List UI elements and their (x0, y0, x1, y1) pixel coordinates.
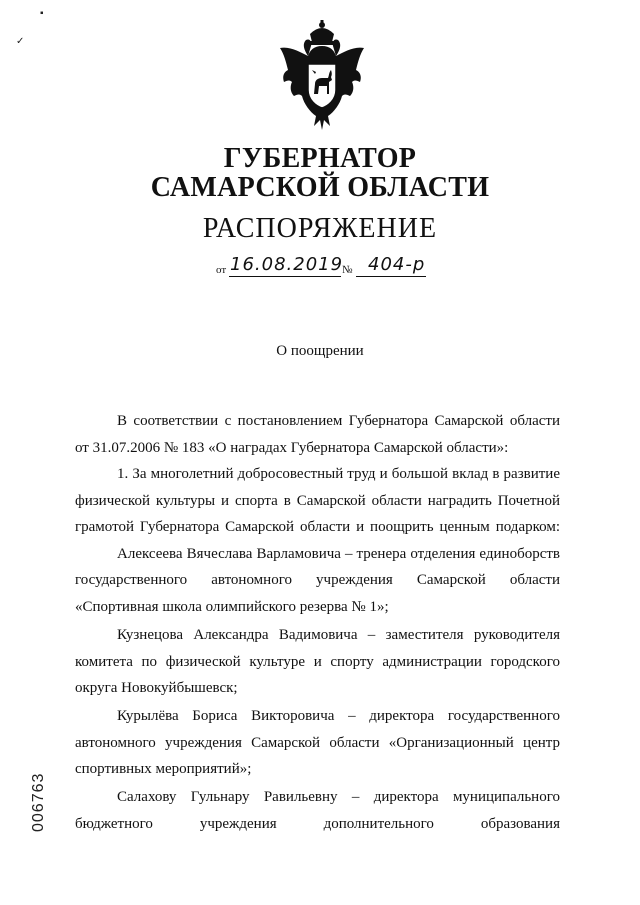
issuer-title: ГУБЕРНАТОР (223, 143, 417, 174)
serial-number: 006763 (30, 772, 47, 832)
body-line: Курылёва Бориса Викторовича – директора государственного (117, 708, 560, 724)
number-underline (356, 276, 426, 277)
body-line: В соответствии с постановлением Губернатора Самарской области (117, 413, 560, 429)
body-line: Кузнецова Александра Вадимовича – заместителя руководителя (117, 627, 560, 643)
body-line: государственного автономного учреждения Самарской области (75, 572, 560, 588)
document-subject: О поощрении (276, 343, 364, 359)
body-line: 1. За многолетний добросовестный труд и большой вклад в развитие (117, 466, 560, 482)
body-line: физической культуры и спорта в Самарской области наградить Почетной (75, 492, 560, 509)
document-number: 404-р (368, 254, 426, 275)
body-line: «Спортивная школа олимпийского резерва № 1»; (75, 598, 389, 615)
body-line: бюджетного учреждения дополнительного образования (75, 815, 560, 832)
document-type: РАСПОРЯЖЕНИЕ (202, 213, 438, 244)
body-line: от 31.07.2006 № 183 «О наградах Губернатора Самарской области»: (75, 439, 509, 456)
issuer-region: САМАРСКОЙ ОБЛАСТИ (150, 172, 490, 203)
body-line: автономного учреждения Самарской области «Организационный центр (75, 734, 560, 751)
body-line: Салахову Гульнару Равильевну – директора муниципального (117, 789, 560, 805)
body-line: Алексеева Вячеслава Варламовича – тренера отделения единоборств (117, 545, 560, 562)
date-number-line (216, 256, 436, 280)
coat-of-arms-icon (274, 20, 370, 132)
body-line: грамотой Губернатора Самарской области и поощрить ценным подарком: (75, 519, 560, 535)
body-line: округа Новокуйбышевск; (75, 680, 238, 696)
body-line: спортивных мероприятий»; (75, 761, 252, 777)
date-label: от (216, 264, 227, 276)
document-date: 16.08.2019 (230, 254, 344, 275)
number-label: № (342, 264, 353, 276)
date-underline (229, 276, 341, 277)
scan-speck: ✓ (16, 36, 25, 47)
body-line: комитета по физической культуре и спорту администрации городского (75, 653, 560, 670)
scan-speck: ▪ (40, 8, 44, 19)
